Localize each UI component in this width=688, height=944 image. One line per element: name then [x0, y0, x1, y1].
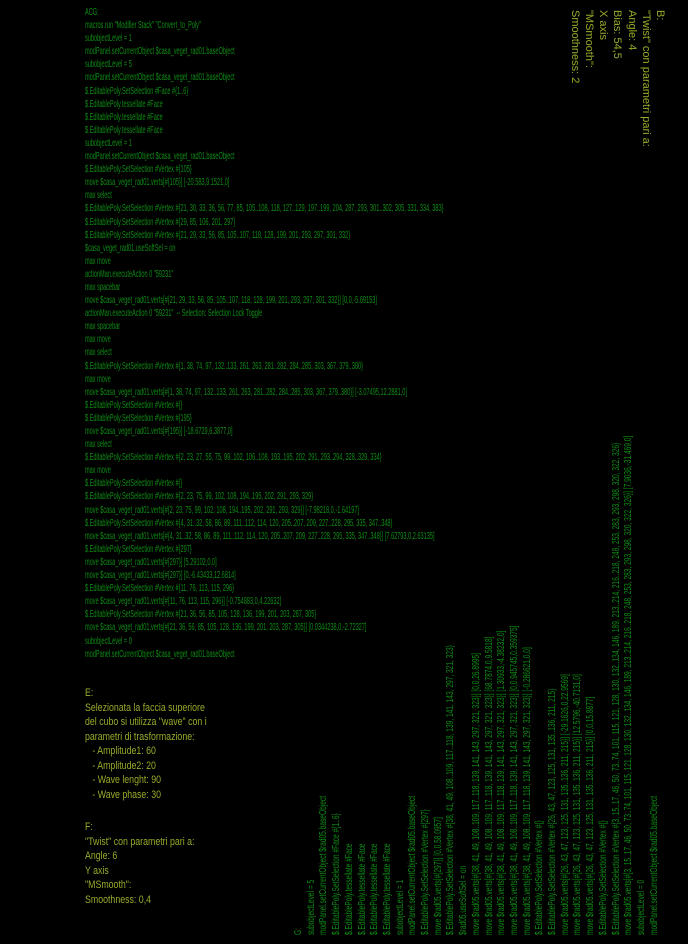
note-line: - Amplitude2: 20: [85, 759, 156, 772]
log-line: $.EditablePoly.SetSelection #Face #{1..6}: [85, 85, 189, 97]
note-line: - Wave lenght: 90: [85, 774, 161, 786]
log-line: $.EditablePoly.SetSelection #Vertex #{2, 23, 75, 99, 102, 108, 194..195, 202, 291, 293, 329}: [85, 491, 314, 503]
annotation-e-wave-parameters: [85, 686, 207, 802]
log-line: subobjectLevel = 5: [305, 879, 317, 935]
log-line: $.EditablePoly.SetSelection #Vertex #{26, 43, 47, 123, 125, 131, 135..136, 211, 215}: [547, 688, 559, 935]
note-line: Angle: 6: [85, 850, 118, 863]
log-line: $.EditablePoly.SetSelection #Vertex #{297}: [420, 809, 432, 935]
annotation-b-twist-parameters-rotated: [568, 10, 667, 147]
log-line: max move: [85, 334, 111, 346]
log-line: $.EditablePoly.SetSelection #Vertex #{}: [597, 820, 609, 935]
log-line: macros.run "Modifier Stack" "Convert_to_Poly": [85, 20, 201, 32]
log-line: $.EditablePoly.SetSelection #Face #{1..6}: [331, 813, 343, 935]
log-line: max move: [85, 373, 111, 385]
note-line: "MSmooth":: [582, 10, 595, 68]
log-line: modPanel.setCurrentObject $casa_veget_rad01.baseObject: [85, 72, 235, 84]
log-line: modPanel.setCurrentObject $rad05.baseObject: [407, 795, 419, 935]
log-line: subobjectLevel = 1: [85, 33, 132, 45]
log-line: max select: [85, 439, 112, 451]
log-line: move $casa_veget_rad01.verts[#{297}] [0,-6.43433,12.6814]: [85, 570, 236, 582]
log-line: $.EditablePoly.tessellate #Face: [343, 843, 355, 935]
note-line: Bias: 54,5: [611, 10, 624, 59]
log-line: modPanel.setCurrentObject $rad05.baseObject: [318, 795, 330, 935]
log-line: move $casa_veget_rad01.verts[#{21, 29, 33, 56, 85, 105..107, 118, 128, 199, 201, 293, 297, 301, 332}] [0,0,-5.69153]: [85, 295, 377, 307]
log-line: move $rad05.verts[#{38, 41, 49, 108..109, 117..118, 139, 141, 143, 297, 321, 323}] [1.30933,-4.38232,0]: [496, 630, 508, 935]
log-line: move $rad05.verts[#{38, 41, 49, 108..109, 117..118, 139, 141, 143, 297, 321, 323}] [0,0,26.8995]: [470, 653, 482, 935]
log-line: $.EditablePoly.SetSelection #Vertex #{38, 41, 49, 108..109, 117..118, 139, 141, 143, 297, 321, 323}: [445, 645, 457, 935]
note-line: - Amplitude1: 60: [85, 745, 156, 757]
log-line: $.EditablePoly.SetSelection #Vertex #{2, 23, 27, 55, 75, 99..102, 106..108, 193..195, 202, 291, 293..294, 328..329, 334}: [85, 452, 382, 464]
log-line: $.EditablePoly.SetSelection #Vertex #{11, 76, 113, 115, 296}: [85, 583, 235, 595]
log-line: modPanel.setCurrentObject $casa_veget_rad01.baseObject: [85, 648, 235, 660]
log-line: subobjectLevel = 0: [635, 879, 647, 935]
log-line: $casa_veget_rad01.useSoftSel = on: [85, 242, 176, 254]
note-line: X axis: [597, 10, 610, 40]
log-line: move $rad05.verts[#{26, 43, 47, 123, 125, 131, 135..136, 211, 215}] [-29.1626,0,22.9569]: [559, 674, 571, 935]
note-line: Smoothness: 0,4: [85, 893, 152, 906]
note-line: F:: [85, 821, 93, 833]
note-line: Y axis: [85, 864, 109, 877]
log-line: ACG:: [85, 7, 99, 18]
log-line: move $casa_veget_rad01.verts[#{4, 31..32, 58, 86, 89, 111..112, 114, 120, 205..207, 209, 227..228, 295, 335, 347..348}] [7.62793,0,2.63135]: [85, 530, 435, 542]
log-line: $.EditablePoly.SetSelection #Vertex #{21, 30, 33, 36, 56, 77, 85, 105..108, 118, 127..129, 197..199, 204, 287, 293, 301..302, 305, 331, 334, 383}: [85, 203, 444, 215]
note-line: - Wave phase: 30: [85, 788, 161, 801]
log-line: $.EditablePoly.tessellate #Face: [85, 98, 163, 110]
log-line: $.EditablePoly.tessellate #Face: [85, 111, 163, 123]
log-line: move $rad05.verts[#{26, 43, 47, 123, 125, 131, 135..136, 211, 215}] [12.5796,-40.7131,0]: [572, 674, 584, 935]
note-line: "Twist" con parametri pari a:: [639, 10, 652, 147]
log-line: $.EditablePoly.SetSelection #Vertex #{21, 29, 33, 56, 85, 105..107, 118, 128, 199, 201, 293, 297, 301, 332}: [85, 229, 351, 241]
log-line: move $rad05.verts[#{38, 41, 49, 108..109, 117..118, 139, 141, 143, 297, 321, 323}] [0,0.945745,0.359375]: [508, 625, 520, 935]
log-line: max select: [85, 190, 112, 202]
log-line: modPanel.setCurrentObject $rad05.baseObject: [648, 795, 660, 935]
log-line: max spacebar: [85, 321, 121, 333]
maxscript-log-g-rotated: [293, 436, 661, 935]
log-line: move $rad05.verts[#{3, 15..17, 46, 50, 73..74, 101, 115, 121, 128, 130, 132..134, 146, 189, 213..214, 216..218, 248, 253, 283, 293, 298, 320, 322, 326}] [7.9036,-31.469,0]: [623, 435, 635, 935]
log-line: $.EditablePoly.SetSelection #Vertex #{1, 38, 74, 97, 132..133, 261, 263, 281..282, 284..285, 303, 367, 379..380}: [85, 360, 363, 372]
log-line: subobjectLevel = 0: [85, 635, 132, 647]
log-line: actionMan.executeAction 0 "59231": [85, 268, 174, 280]
log-line: max select: [85, 347, 112, 359]
log-line: $.EditablePoly.tessellate #Face: [381, 843, 393, 935]
log-line: $.EditablePoly.SetSelection #Vertex #{}: [534, 820, 546, 935]
log-line: move $casa_veget_rad01.verts[#{11, 76, 113, 115, 296}] [-0.754883,0,4.22632]: [85, 596, 282, 608]
log-line: $.EditablePoly.SetSelection #Vertex #{}: [85, 399, 183, 411]
log-line: move $casa_veget_rad01.verts[#{105}] [-20.583,9.1521,0]: [85, 177, 230, 189]
note-line: Smoothness: 2: [568, 10, 581, 84]
log-line: move $casa_veget_rad01.verts[#{1, 38, 74, 97, 132..133, 261, 263, 281..282, 284..285, 303, 367, 379..380}] [-3.07495,12.2881,0]: [85, 386, 407, 398]
log-line: subobjectLevel = 1: [394, 879, 406, 935]
log-line: $.EditablePoly.tessellate #Face: [85, 124, 163, 136]
log-line: $.EditablePoly.SetSelection #Vertex #{195}: [85, 412, 192, 424]
log-line: move $rad05.verts[#{297}] [0,0,58.0957]: [432, 817, 444, 935]
note-line: "Twist" con parametri pari a:: [85, 835, 195, 848]
log-line: $.EditablePoly.SetSelection #Vertex #{3, 15..17, 46, 50, 73..74, 101, 115, 121, 128, 130, 132..134, 146, 189, 213..214, 216..218, 248, 253, 283, 293, 298, 320, 322, 326}: [610, 442, 622, 935]
note-line: Selezionata la faccia superiore: [85, 701, 205, 714]
note-line: "MSmooth":: [85, 879, 132, 892]
annotation-f-twist-parameters: [85, 820, 194, 908]
note-line: E:: [85, 687, 94, 699]
log-line: move $casa_veget_rad01.verts[#{297}] [5.29102,0,0]: [85, 556, 217, 568]
log-line: actionMan.executeAction 0 "59231" -- Selection: Selection Lock Toggle: [85, 308, 263, 320]
log-line: $.EditablePoly.SetSelection #Vertex #{4, 31..32, 58, 86, 89, 111..112, 114, 120, 205..207, 209, 227..228, 295, 335, 347..348}: [85, 517, 393, 529]
log-line: modPanel.setCurrentObject $casa_veget_rad01.baseObject: [85, 46, 235, 58]
note-line: B:: [654, 10, 666, 21]
note-line: del cubo si utilizza "wave" con i: [85, 716, 207, 728]
log-line: move $rad05.verts[#{26, 43, 47, 123, 125, 131, 135..136, 211, 215}] [0,0,15.8877]: [585, 696, 597, 935]
note-line: Angle: 4: [625, 10, 638, 51]
log-line: subobjectLevel = 1: [85, 137, 132, 149]
log-line: $rad05.useSoftSel = on: [458, 865, 470, 935]
log-line: move $rad05.verts[#{38, 41, 49, 108..109, 117..118, 139, 141, 143, 297, 321, 323}] [-0.286621,0,0]: [521, 647, 533, 935]
log-line: $.EditablePoly.SetSelection #Vertex #{29, 85, 106, 201, 297}: [85, 216, 236, 228]
log-line: max spacebar: [85, 281, 121, 293]
log-line: $.EditablePoly.tessellate #Face: [356, 843, 368, 935]
log-line: move $casa_veget_rad01.verts[#{195}] [-18.6729,6.3877,0]: [85, 426, 233, 437]
log-line: move $rad05.verts[#{38, 41, 49, 108..109, 117..118, 139, 141, 143, 297, 321, 323}] [68.7874,0,9.5818]: [483, 636, 495, 935]
log-line: move $casa_veget_rad01.verts[#{21, 36, 56, 85, 105, 128, 136, 199, 201, 203, 287, 305}] [0.0344238,0,-2.72327]: [85, 622, 367, 634]
log-line: modPanel.setCurrentObject $casa_veget_rad01.baseObject: [85, 151, 235, 163]
log-line: $.EditablePoly.SetSelection #Vertex #{105}: [85, 164, 192, 176]
note-line: parametri di trasformazione:: [85, 730, 195, 743]
log-line: move $casa_veget_rad01.verts[#{2, 23, 75, 99, 102, 108, 194..195, 202, 291, 293, 329}] [-7.98218,0,-1.64197]: [85, 504, 359, 516]
log-line: $.EditablePoly.SetSelection #Vertex #{297}: [85, 543, 192, 555]
log-line: subobjectLevel = 5: [85, 59, 132, 71]
log-line: $.EditablePoly.SetSelection #Vertex #{21, 36, 56, 85, 105, 128, 136, 199, 201, 203, 287, 305}: [85, 609, 317, 621]
log-line: max move: [85, 255, 111, 267]
log-line: $.EditablePoly.tessellate #Face: [369, 843, 381, 935]
log-line: G:: [293, 928, 304, 935]
log-line: $.EditablePoly.SetSelection #Vertex #{}: [85, 478, 183, 490]
log-line: max move: [85, 465, 111, 477]
